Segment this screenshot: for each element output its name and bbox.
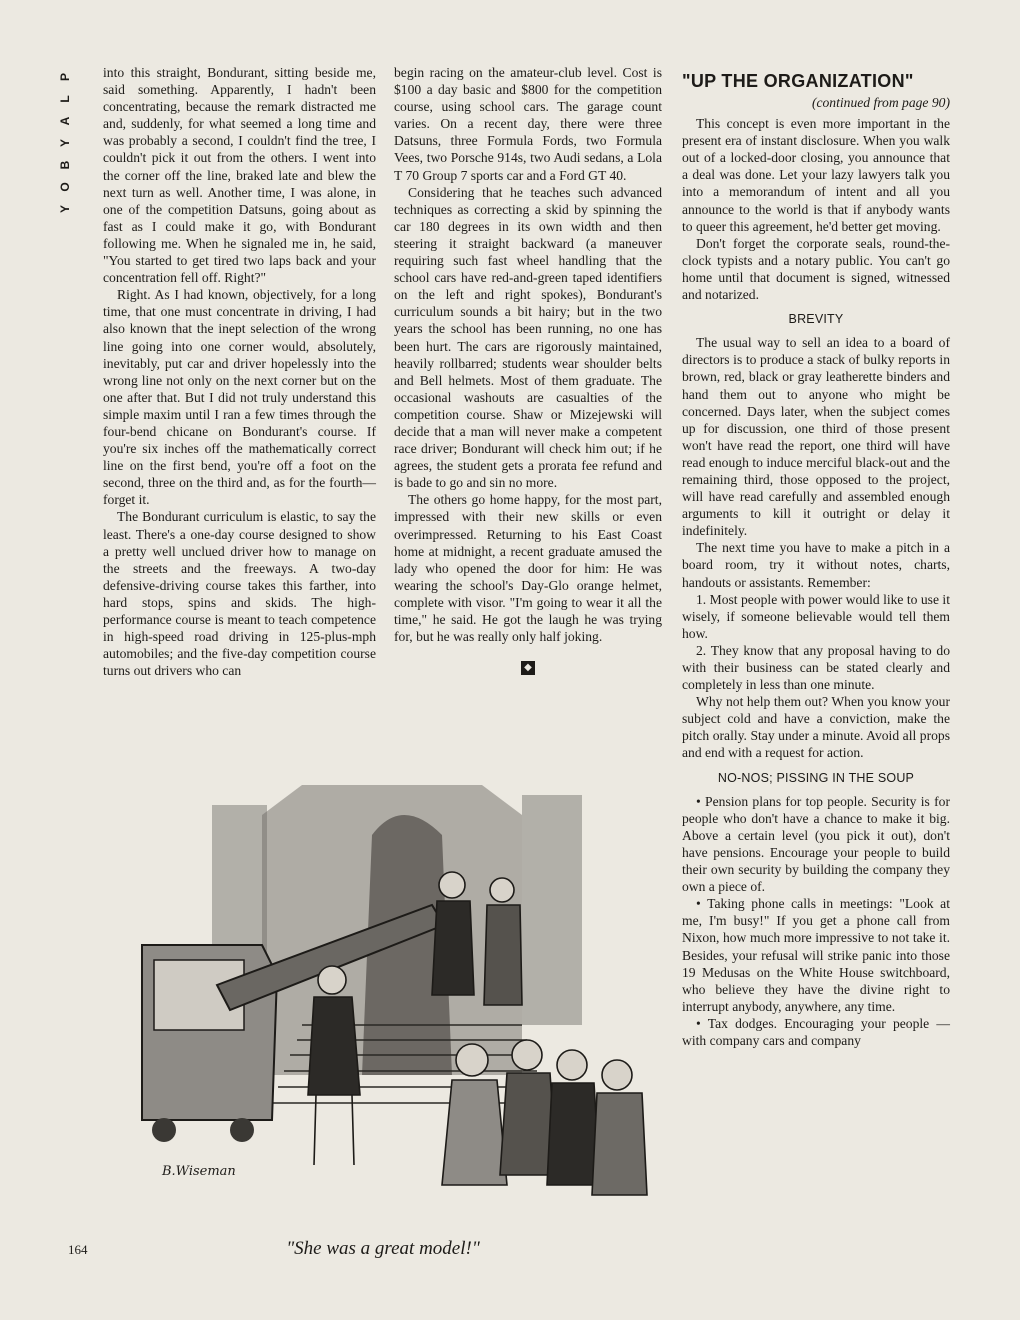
paragraph: Why not help them out? When you know your subject cold and have a conviction, make the pitch orally. Stay under a minute. Avoid all props and end with a request for action. [682, 694, 950, 761]
masthead-letter: O [58, 182, 72, 192]
continued-note: (continued from page 90) [811, 95, 950, 110]
paragraph: into this straight, Bondurant, sitting beside me, said something. Apparently, I hadn't been concentrating, because the remark distracted me and, suddenly, for what seemed a long time and was probably a second, I couldn't find the tree, I couldn't pick it out from the others. I went into the corner off the line, braked late and blew the next turn as well. Another time, I was alone, in one of the competition Datsuns, going about as fast as I could make it go, with Bondurant following me. When he signaled me in, he said, "You started to get tired two laps back and your concentration fell off. Right?" [103, 65, 376, 286]
paragraph: • Pension plans for top people. Security is for people who don't have a chance to make it big. Above a certain level (you pick it out), don't have pensions. Encourage your people to build their own security by building the company they own a piece of. [682, 793, 950, 895]
cartoon-illustration [102, 775, 664, 1215]
masthead-letter: B [58, 160, 72, 170]
paragraph: 2. They know that any proposal having to do with their business can be stated clearly and completely in less than one minute. [682, 642, 950, 693]
article-column-3 [682, 70, 950, 1049]
cartoon-caption: "She was a great model!" [286, 1238, 480, 1259]
section-heading: BREVITY [788, 312, 844, 327]
paragraph: Right. As I had known, objectively, for a long time, that one must concentrate in driving, I had also known that the inept selection of the wrong line going into one corner would, absolutely, inevitably, put car and driver hopelessly into the wrong line not only on the next corner but on the one after that. But I did not truly understand this simple maxim until I ran a few times through the four-bend chicane on Bondurant's course. If you're six inches off the mathematically correct line on the first bend, you're off a foot on the second, three on the third and, as for the fourth—forget it. [103, 287, 376, 508]
masthead-letter: Y [58, 139, 72, 148]
masthead-letter: L [58, 95, 72, 103]
masthead-letter: P [58, 73, 72, 82]
article-column-2 [394, 64, 662, 675]
masthead-letter: A [58, 116, 72, 126]
paragraph: • Tax dodges. Encouraging your people —with company cars and company [682, 1015, 950, 1048]
section-heading: NO-NOS; PISSING IN THE SOUP [717, 770, 915, 785]
article-column-1 [103, 64, 376, 679]
paragraph: begin racing on the amateur-club level. Cost is $100 a day basic and $800 for the competition course, using school cars. The garage count varies. On a recent day, there were three Datsuns, three Formula Fords, two Formula Vees, two Porsche 914s, two Audi sedans, a Lola T 70 Group 7 sports car and a Ford GT 40. [394, 65, 662, 183]
paragraph: • Taking phone calls in meetings: "Look at me, I'm busy!" If you get a phone call from Nixon, how much more impressive to not take it. Besides, your refusal will strike panic into those 19 Medusas on the White House switchboard, who believe they have the divine right to interrupt anybody, anywhere, any time. [682, 896, 950, 1014]
end-mark-icon: ◆ [394, 657, 662, 675]
paragraph: The others go home happy, for the most part, impressed with their new skills or even overimpressed. Returning to his East Coast home at midnight, a recent graduate amused the lady who opened the door for him: He was wearing the school's Day-Glo orange helmet, complete with visor. "I'm going to wear it all the time," he said. He got the laugh he was trying for, but he was really only half joking. [394, 492, 662, 645]
masthead [56, 66, 74, 220]
paragraph: The next time you have to make a pitch in a board room, try it without notes, charts, handouts or assistants. Remember: [682, 540, 950, 590]
paragraph: The Bondurant curriculum is elastic, to say the least. There's a one-day course designed to show a pretty well unclued driver how to manage on the streets and the freeways. A two-day defensive-driving course takes this farther, into hard stops, spins and skids. The high-performance course is meant to teach competence in high-speed road driving in 125-plus-mph automobiles; and the five-day competition course turns out drivers who can [103, 509, 376, 679]
paragraph: Don't forget the corporate seals, round-the-clock typists and a notary public. You can't go home until that document is signed, witnessed and notarized. [682, 235, 950, 303]
article-title: "UP THE ORGANIZATION" [682, 71, 914, 91]
paragraph: 1. Most people with power would like to use it wisely, if someone believable would tell them how. [682, 591, 950, 641]
cartoonist-signature: B.Wiseman [162, 1164, 236, 1179]
paragraph: This concept is even more important in the present era of instant disclosure. When you walk out of a locked-door closing, you announce that a deal was done. Let your lazy lawyers talk you into a memorandum of intent and all you announce to the world is that if anybody wants to queer this agreement, he'd better get moving. [682, 116, 950, 234]
page-number: 164 [68, 1242, 88, 1257]
paragraph: Considering that he teaches such advanced techniques as correcting a skid by spinning the car 180 degrees in its own width and then steering it straight backward (a maneuver requiring such fast wheel handling that the school cars have red-and-green taped identifiers on the left and right spokes), Bondurant's curriculum sounds a bit hairy; but in the two years the school has been running, no one has been hurt. The cars are rigorously maintained, heavily rollbarred; students wear shoulder belts and Bell helmets. Most of them graduate. The occasional washouts are casualties of the competition course. Shaw or Mizejewski will decide that a man will never make a competent race driver; Bondurant will check him out; if he agrees, the student gets a prorata fee refund and is bade to go and sin no more. [394, 184, 662, 491]
paragraph: The usual way to sell an idea to a board of directors is to produce a stack of bulky reports in brown, red, black or gray leatherette binders and hand them out to anyone who might be concerned. Days later, when the subject comes up for discussion, one third of those present won't have read the report, one third will have read enough to induce merciful black-out and the remaining third, those opposed to the project, will have read carefully and assembled enough arguments to kill it outright or delay it indefinitely. [682, 335, 950, 539]
masthead-letter: Y [58, 205, 72, 214]
